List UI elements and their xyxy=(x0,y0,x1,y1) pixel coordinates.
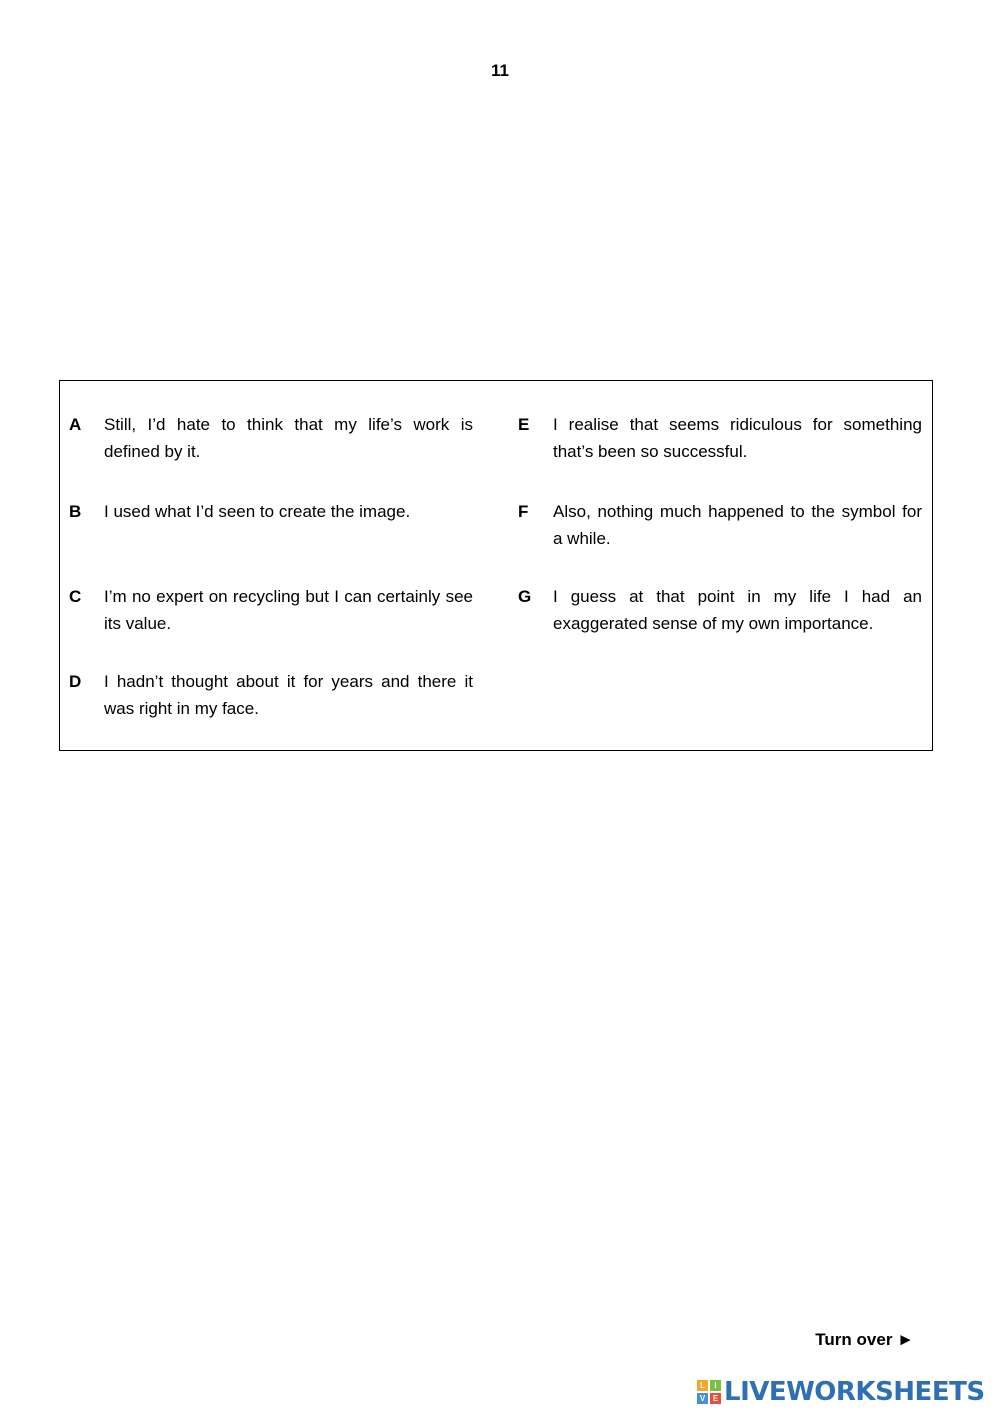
liveworksheets-logo xyxy=(697,1377,985,1407)
option-g xyxy=(518,583,922,637)
logo-mark-letter: L xyxy=(697,1380,708,1391)
option-letter: D xyxy=(69,672,82,691)
option-text: I used what I’d seen to create the image. xyxy=(104,502,411,521)
option-text: Still, I’d hate to think that my life’s work is defined by it. xyxy=(104,415,473,461)
option-letter: C xyxy=(69,587,82,606)
logo-mark-letter: V xyxy=(697,1393,708,1404)
option-text: I’m no expert on recycling but I can certainly see its value. xyxy=(104,587,473,633)
logo-mark-letter: I xyxy=(710,1380,721,1391)
option-f xyxy=(518,498,922,552)
option-letter: A xyxy=(69,415,82,434)
option-d xyxy=(69,668,473,722)
option-letter: G xyxy=(518,587,532,606)
option-text: I guess at that point in my life I had an exaggerated sense of my own importance. xyxy=(553,587,922,633)
option-text: I hadn’t thought about it for years and there it was right in my face. xyxy=(104,672,473,718)
option-a xyxy=(69,411,473,465)
logo-mark-letter: E xyxy=(710,1393,721,1404)
page-number: 11 xyxy=(491,61,509,80)
option-e xyxy=(518,411,922,465)
sentence-options-box xyxy=(59,380,933,751)
option-b xyxy=(69,498,473,525)
option-letter: E xyxy=(518,415,530,434)
option-text: Also, nothing much happened to the symbol for a while. xyxy=(553,502,922,548)
logo-text: LIVEWORKSHEETS xyxy=(724,1377,985,1407)
option-letter: F xyxy=(518,502,529,521)
option-letter: B xyxy=(69,502,82,521)
option-c xyxy=(69,583,473,637)
turn-over-label: Turn over ► xyxy=(815,1330,914,1349)
option-text: I realise that seems ridiculous for something that’s been so successful. xyxy=(553,415,922,461)
logo-mark-icon xyxy=(697,1380,721,1404)
